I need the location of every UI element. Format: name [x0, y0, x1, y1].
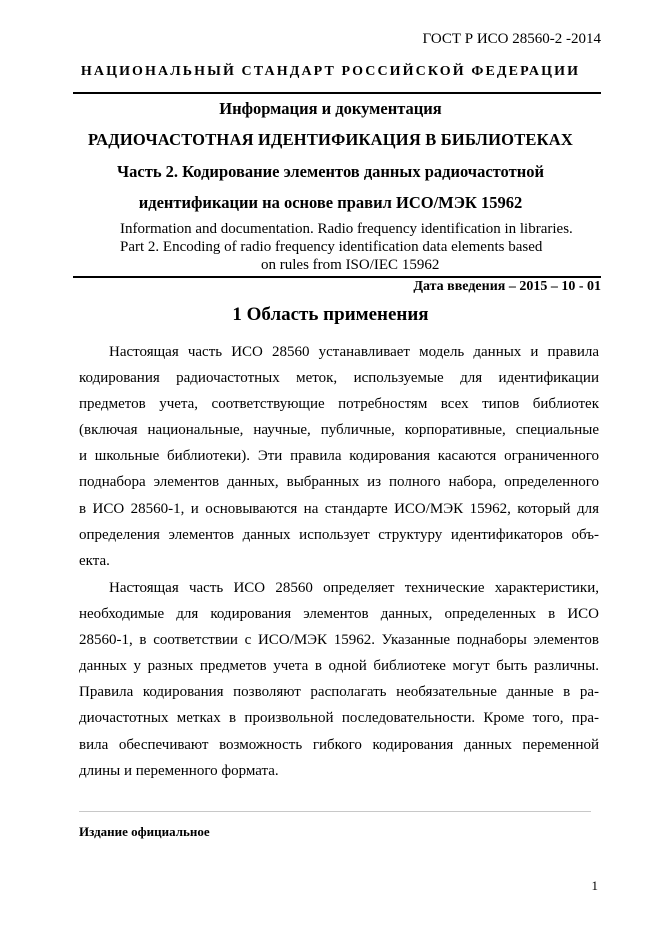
paragraph-line: длины и переменного формата.	[79, 762, 279, 779]
document-code: ГОСТ Р ИСО 28560-2 -2014	[422, 31, 601, 47]
national-standard-heading: НАЦИОНАЛЬНЫЙ СТАНДАРТ РОССИЙСКОЙ ФЕДЕРАЦИИ	[80, 64, 581, 79]
paragraph-line: вила обеспечивают возможность гибкого кодирования данных переменной	[79, 736, 599, 753]
introduction-date: Дата введения – 2015 – 10 - 01	[413, 279, 601, 294]
title-divider	[73, 276, 601, 278]
paragraph-line: определения элементов данных использует структуру идентификаторов объ-	[79, 526, 599, 543]
top-divider	[73, 92, 601, 94]
title-line-2: РАДИОЧАСТОТНАЯ ИДЕНТИФИКАЦИЯ В БИБЛИОТЕКАХ	[87, 130, 574, 149]
official-edition-label: Издание официальное	[79, 824, 210, 839]
page-number: 1	[591, 878, 598, 893]
paragraph-line: диочастотных метках в произвольной последовательности. Кроме того, пра-	[79, 710, 599, 727]
english-title-line-1: Information and documentation. Radio frequency identification in libraries.	[120, 221, 573, 237]
paragraph-line: и школьные библиотеки). Эти правила кодирования касаются ограниченного	[79, 448, 599, 465]
paragraph-line: поднабора элементов данных, выбранных из полного набора, определенного	[79, 474, 599, 491]
footnote-divider	[79, 811, 591, 812]
english-title-line-3: on rules from ISO/IEC 15962	[261, 257, 440, 273]
paragraph-line: (включая национальные, научные, публичные, корпоративные, специальные	[79, 422, 599, 439]
scope-paragraph-2	[79, 575, 599, 784]
paragraph-line: данных у разных предметов учета в одной библиотеке могут быть различны.	[79, 658, 599, 675]
title-line-3: Часть 2. Кодирование элементов данных радиочастотной	[117, 162, 544, 181]
paragraph-line: Настоящая часть ИСО 28560 определяет технические характеристики,	[109, 580, 599, 596]
title-line-1: Информация и документация	[219, 99, 442, 118]
paragraph-line: кодирования радиочастотных меток, используемые для идентификации	[79, 370, 599, 387]
scope-paragraph-1	[79, 339, 599, 574]
section-title: 1 Область применения	[232, 304, 429, 325]
paragraph-line: в ИСО 28560-1, и основываются на стандарте ИСО/МЭК 15962, который для	[79, 500, 599, 517]
paragraph-line: екта.	[79, 552, 110, 569]
paragraph-line: Настоящая часть ИСО 28560 устанавливает модель данных и правила	[109, 344, 599, 360]
english-title-line-2: Part 2. Encoding of radio frequency identification data elements based	[120, 239, 543, 255]
paragraph-line: Правила кодирования позволяют располагать необязательные данные в ра-	[79, 684, 599, 701]
paragraph-line: необходимые для кодирования элементов данных, определенных в ИСО	[79, 606, 599, 623]
paragraph-line: 28560-1, в соответствии с ИСО/МЭК 15962. Указанные поднаборы элементов	[79, 632, 599, 649]
title-line-4: идентификации на основе правил ИСО/МЭК 15962	[138, 193, 523, 212]
paragraph-line: предметов учета, соответствующие потребностям всех типов библиотек	[79, 396, 599, 413]
